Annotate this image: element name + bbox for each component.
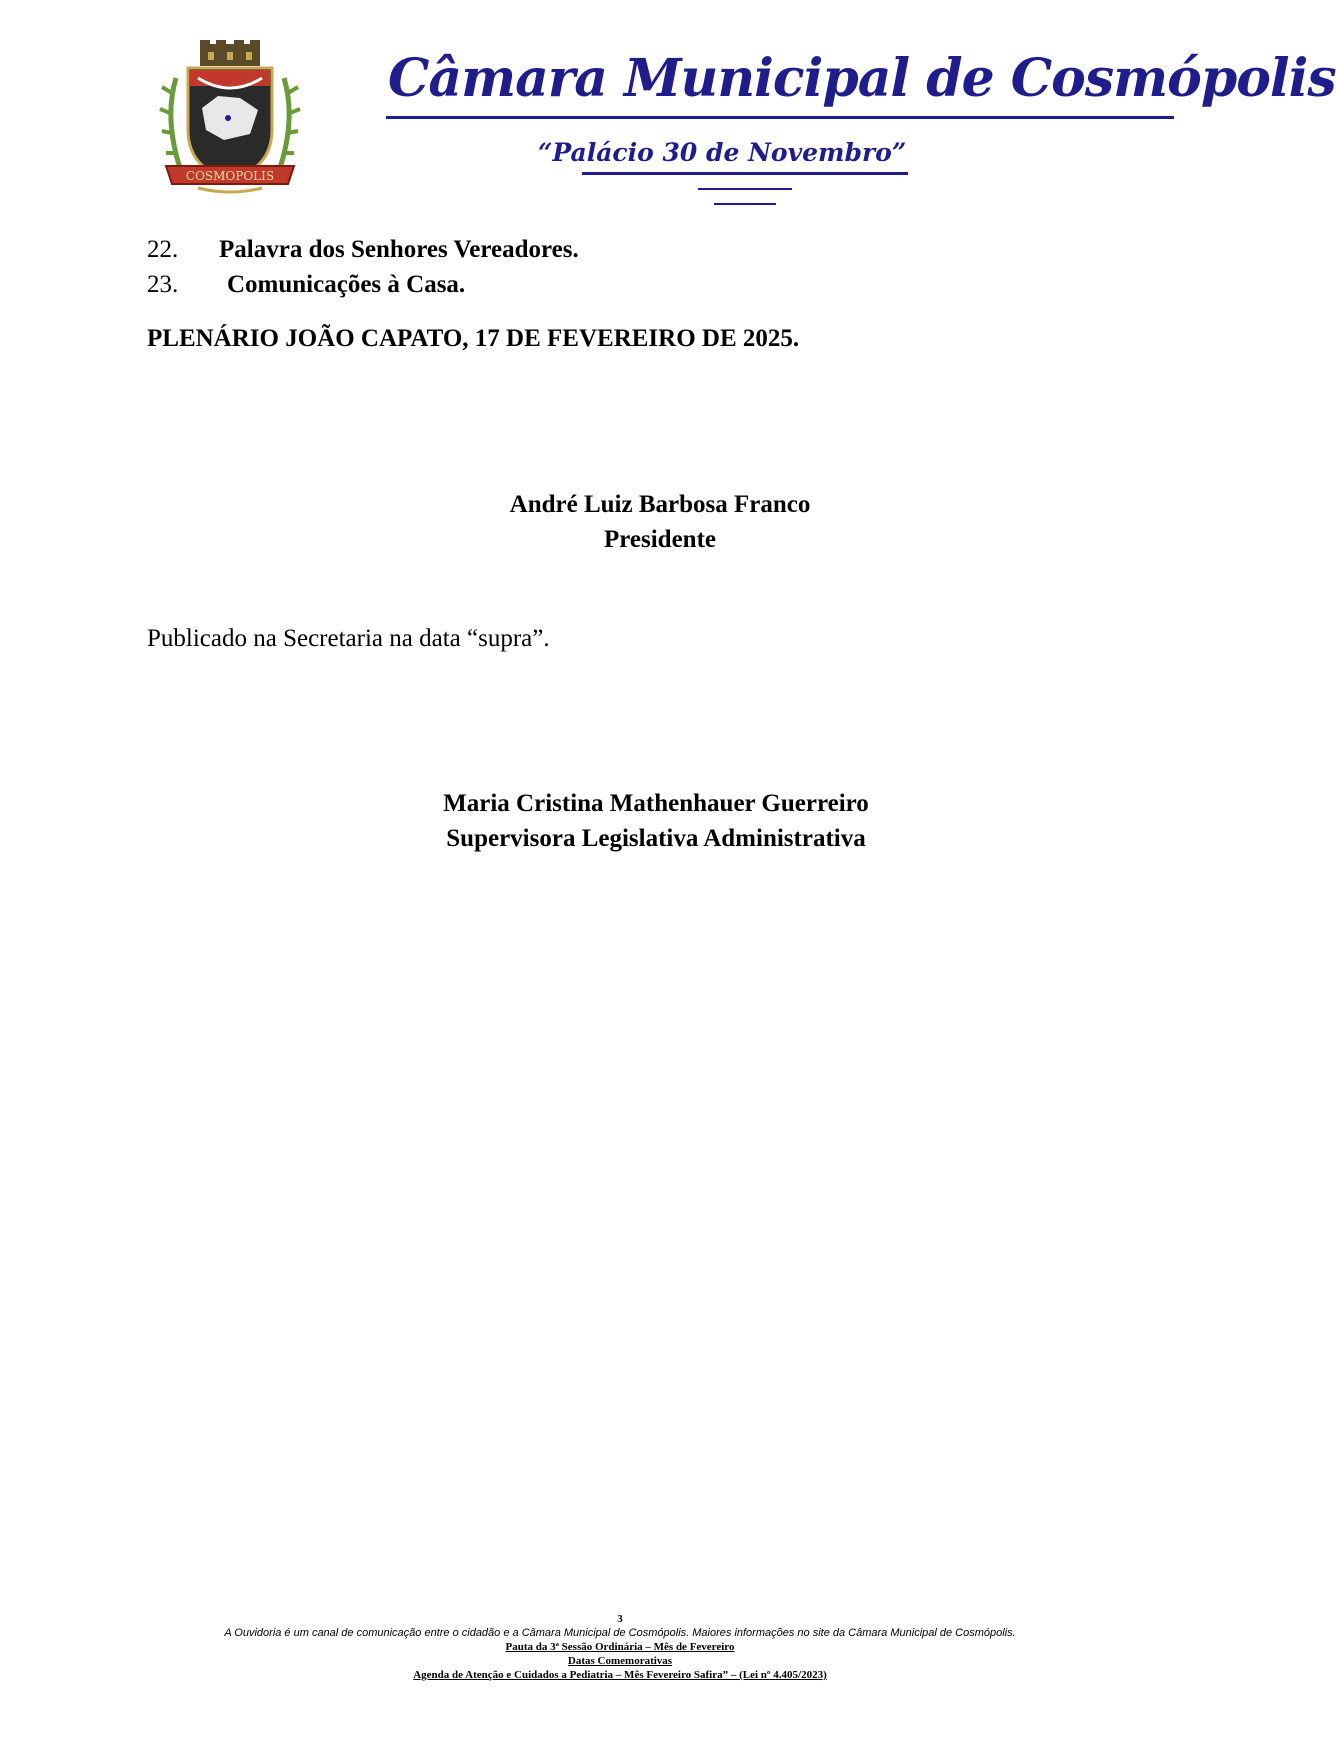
- agenda-item-number: 23.: [147, 271, 179, 298]
- place-date: PLENÁRIO JOÃO CAPATO, 17 DE FEVEREIRO DE 2025.: [147, 325, 800, 352]
- footer-line: Pauta da 3ª Sessão Ordinária – Mês de Fevereiro: [505, 1641, 735, 1653]
- coat-of-arms-logo: [158, 38, 302, 198]
- footer-line: Datas Comemorativas: [567, 1655, 673, 1667]
- signer-role: Supervisora Legislativa Administrativa: [446, 825, 866, 852]
- signer-role: Presidente: [603, 526, 716, 553]
- crest-banner-text: COSMOPOLIS: [185, 169, 275, 183]
- ouvidoria-note: A Ouvidoria é um canal de comunicação entre o cidadão e a Câmara Municipal de Cosmópolis. Maiores informações no site da Câmara Municipal de Cosmópolis.: [224, 1627, 1016, 1639]
- agenda-item: [147, 271, 465, 299]
- agenda-item-text: Palavra dos Senhores Vereadores.: [219, 236, 579, 263]
- institution-subtitle: “Palácio 30 de Novembro”: [538, 138, 907, 167]
- signature-president: [480, 487, 840, 557]
- signer-name: Maria Cristina Mathenhauer Guerreiro: [443, 790, 869, 817]
- signer-name: André Luiz Barbosa Franco: [509, 491, 811, 518]
- header-rule: [714, 203, 776, 205]
- header-rule: [582, 172, 908, 175]
- page-footer: [0, 1612, 1240, 1682]
- agenda-item: [147, 236, 579, 264]
- header-rule: [698, 188, 792, 190]
- agenda-item-number: 22.: [147, 236, 179, 263]
- signature-supervisor: [396, 786, 916, 856]
- publication-note: Publicado na Secretaria na data “supra”.: [147, 625, 550, 652]
- header-rule: [386, 116, 1174, 119]
- agenda-item-text: Comunicações à Casa.: [227, 271, 466, 298]
- page-number: 3: [617, 1613, 623, 1625]
- institution-title: Câmara Municipal de Cosmópolis: [388, 48, 1336, 109]
- footer-line: Agenda de Atenção e Cuidados a Pediatria – Mês Fevereiro Safira” – (Lei nº 4.405/2023): [413, 1669, 827, 1681]
